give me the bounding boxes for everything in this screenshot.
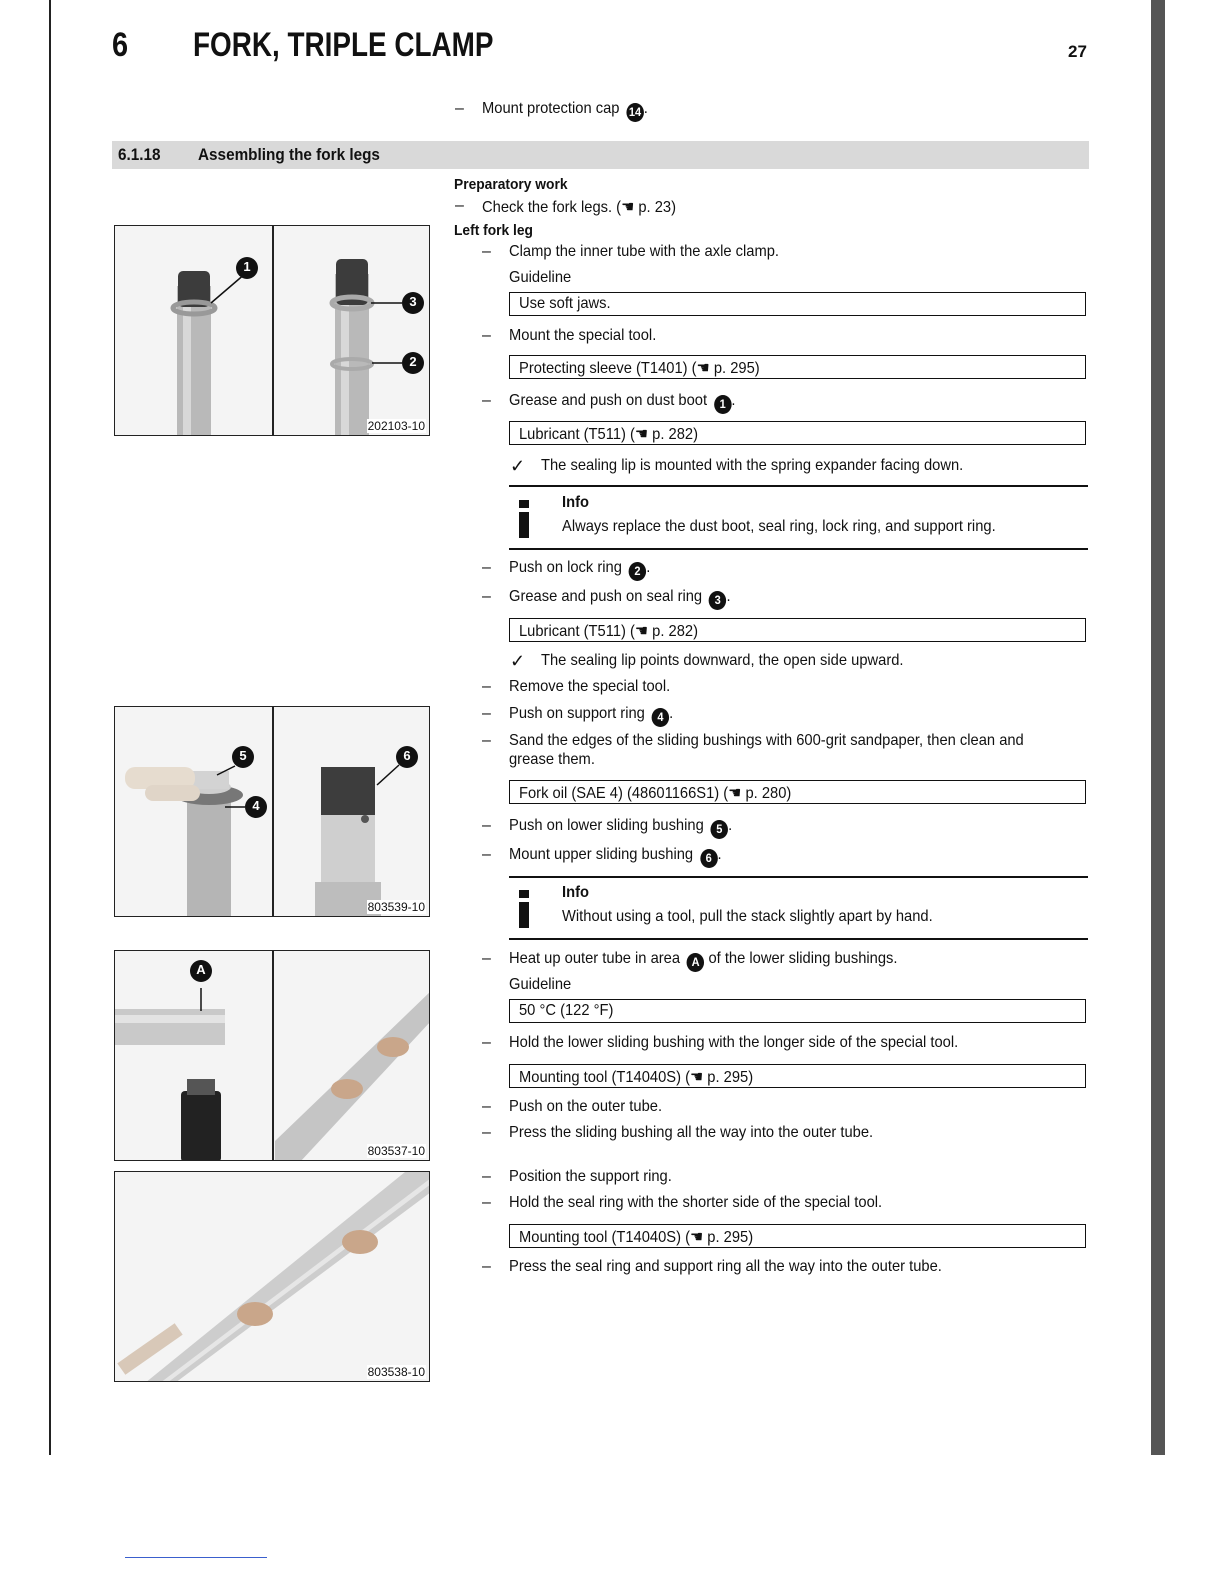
info-text: Without using a tool, pull the stack slightly apart by hand.	[562, 908, 933, 925]
guideline-box-soft-jaws: Use soft jaws.	[509, 292, 1086, 316]
tool-box-mounting-tool-2[interactable]: Mounting tool (T14040S) (☚ p. 295)	[509, 1224, 1086, 1248]
info-top-rule	[509, 485, 1088, 487]
bullet-dash: –	[482, 1194, 491, 1211]
step-check-fork-legs[interactable]: Check the fork legs. (☚ p. 23)	[482, 199, 677, 216]
chapter-number: 6	[112, 26, 129, 64]
check-icon: ✓	[510, 456, 526, 476]
page-left-rule	[49, 0, 51, 1455]
callout-a: A	[196, 962, 206, 977]
step-mount-protection-cap: Mount protection cap 14 .	[482, 100, 648, 122]
figure-code: 803537-10	[367, 1144, 425, 1158]
callout-badge: 3	[709, 591, 726, 610]
tool-box-fork-oil[interactable]: Fork oil (SAE 4) (48601166S1) (☚ p. 280)	[509, 780, 1086, 804]
info-title: Info	[562, 494, 589, 511]
bullet-dash: –	[482, 588, 491, 605]
callout-badge: 1	[714, 395, 731, 414]
section-number: 6.1.18	[118, 145, 161, 164]
bottom-link-underline[interactable]	[125, 1557, 267, 1558]
step-clamp-inner-tube: Clamp the inner tube with the axle clamp.	[509, 243, 780, 260]
step-hold-seal-ring: Hold the seal ring with the shorter side of the special tool.	[509, 1194, 883, 1211]
bullet-dash: –	[482, 392, 491, 409]
info-top-rule	[509, 876, 1088, 878]
bullet-dash: –	[482, 705, 491, 722]
bullet-dash: –	[482, 678, 491, 695]
figure-dust-boot-rings	[114, 225, 430, 436]
callout-badge: 2	[629, 562, 646, 581]
bullet-dash: –	[455, 100, 464, 117]
step-remove-special-tool: Remove the special tool.	[509, 678, 671, 695]
bullet-dash: –	[482, 846, 491, 863]
guideline-box-temperature: 50 °C (122 °F)	[509, 999, 1086, 1023]
tool-box-lubricant-2[interactable]: Lubricant (T511) (☚ p. 282)	[509, 618, 1086, 642]
bullet-dash: –	[482, 732, 491, 749]
tool-box-lubricant[interactable]: Lubricant (T511) (☚ p. 282)	[509, 421, 1086, 445]
step-sand-bushings-line2: grease them.	[509, 751, 595, 768]
callout-2: 2	[409, 354, 417, 369]
figure-sliding-bushings	[114, 706, 430, 917]
callout-4: 4	[252, 798, 260, 813]
bullet-dash: –	[455, 197, 464, 214]
callout-badge: 14	[626, 103, 643, 122]
callout-badge: A	[687, 953, 704, 972]
step-mount-special-tool: Mount the special tool.	[509, 327, 657, 344]
figure-code: 202103-10	[367, 419, 425, 433]
step-hold-lower-bushing: Hold the lower sliding bushing with the longer side of the special tool.	[509, 1034, 959, 1051]
callout-badge: 6	[700, 849, 717, 868]
step-grease-seal-ring: Grease and push on seal ring 3 .	[509, 588, 731, 610]
bullet-dash: –	[482, 1124, 491, 1141]
page-right-scrollbar[interactable]	[1151, 0, 1165, 1455]
callout-6: 6	[403, 748, 411, 763]
step-heat-outer-tube: Heat up outer tube in area A of the lower sliding bushings.	[509, 950, 897, 972]
step-mount-upper-bushing: Mount upper sliding bushing 6 .	[509, 846, 722, 868]
step-push-support-ring: Push on support ring 4 .	[509, 705, 673, 727]
step-push-lock-ring: Push on lock ring 2 .	[509, 559, 650, 581]
page-number: 27	[1068, 42, 1087, 61]
figure-divider	[272, 226, 274, 435]
figure-heat-outer-tube	[114, 950, 430, 1161]
bullet-dash: –	[482, 243, 491, 260]
info-title: Info	[562, 884, 589, 901]
check-icon: ✓	[510, 651, 526, 671]
bullet-dash: –	[482, 1034, 491, 1051]
check-result-sealing-lip-2: The sealing lip points downward, the open side upward.	[541, 652, 904, 669]
step-push-outer-tube: Push on the outer tube.	[509, 1098, 663, 1115]
step-push-lower-bushing: Push on lower sliding bushing 5 .	[509, 817, 732, 839]
info-bottom-rule	[509, 548, 1088, 550]
step-position-support-ring: Position the support ring.	[509, 1168, 672, 1185]
chapter-title: FORK, TRIPLE CLAMP	[193, 26, 494, 64]
callout-badge: 5	[711, 820, 728, 839]
step-press-sliding-bushing: Press the sliding bushing all the way into the outer tube.	[509, 1124, 874, 1141]
bullet-dash: –	[482, 817, 491, 834]
figure-code: 803539-10	[367, 900, 425, 914]
tool-box-mounting-tool[interactable]: Mounting tool (T14040S) (☚ p. 295)	[509, 1064, 1086, 1088]
info-icon	[512, 500, 536, 538]
step-sand-bushings-line1: Sand the edges of the sliding bushings with 600-grit sandpaper, then clean and	[509, 732, 1024, 749]
info-text: Always replace the dust boot, seal ring, lock ring, and support ring.	[562, 518, 996, 535]
figure-divider	[272, 951, 274, 1160]
info-icon	[512, 890, 536, 928]
bullet-dash: –	[482, 950, 491, 967]
tool-box-protecting-sleeve[interactable]: Protecting sleeve (T1401) (☚ p. 295)	[509, 355, 1086, 379]
guideline-label: Guideline	[509, 269, 572, 286]
bullet-dash: –	[482, 1258, 491, 1275]
left-fork-leg-heading: Left fork leg	[454, 222, 533, 239]
step-grease-dust-boot: Grease and push on dust boot 1 .	[509, 392, 735, 414]
figure-press-seal-ring	[114, 1171, 430, 1382]
callout-badge: 4	[652, 708, 669, 727]
step-press-seal-ring: Press the seal ring and support ring all the way into the outer tube.	[509, 1258, 942, 1275]
section-title: Assembling the fork legs	[198, 145, 380, 164]
figure-code: 803538-10	[367, 1365, 425, 1379]
preparatory-heading: Preparatory work	[454, 176, 568, 193]
press-tube-illustration	[115, 1172, 430, 1382]
bullet-dash: –	[482, 1098, 491, 1115]
bullet-dash: –	[482, 559, 491, 576]
figure-divider	[272, 707, 274, 916]
info-bottom-rule	[509, 938, 1088, 940]
bullet-dash: –	[482, 1168, 491, 1185]
guideline-label: Guideline	[509, 976, 572, 993]
bullet-dash: –	[482, 327, 491, 344]
callout-1: 1	[243, 259, 251, 274]
callout-3: 3	[409, 294, 417, 309]
callout-5: 5	[239, 748, 247, 763]
check-result-sealing-lip: The sealing lip is mounted with the spring expander facing down.	[541, 457, 964, 474]
